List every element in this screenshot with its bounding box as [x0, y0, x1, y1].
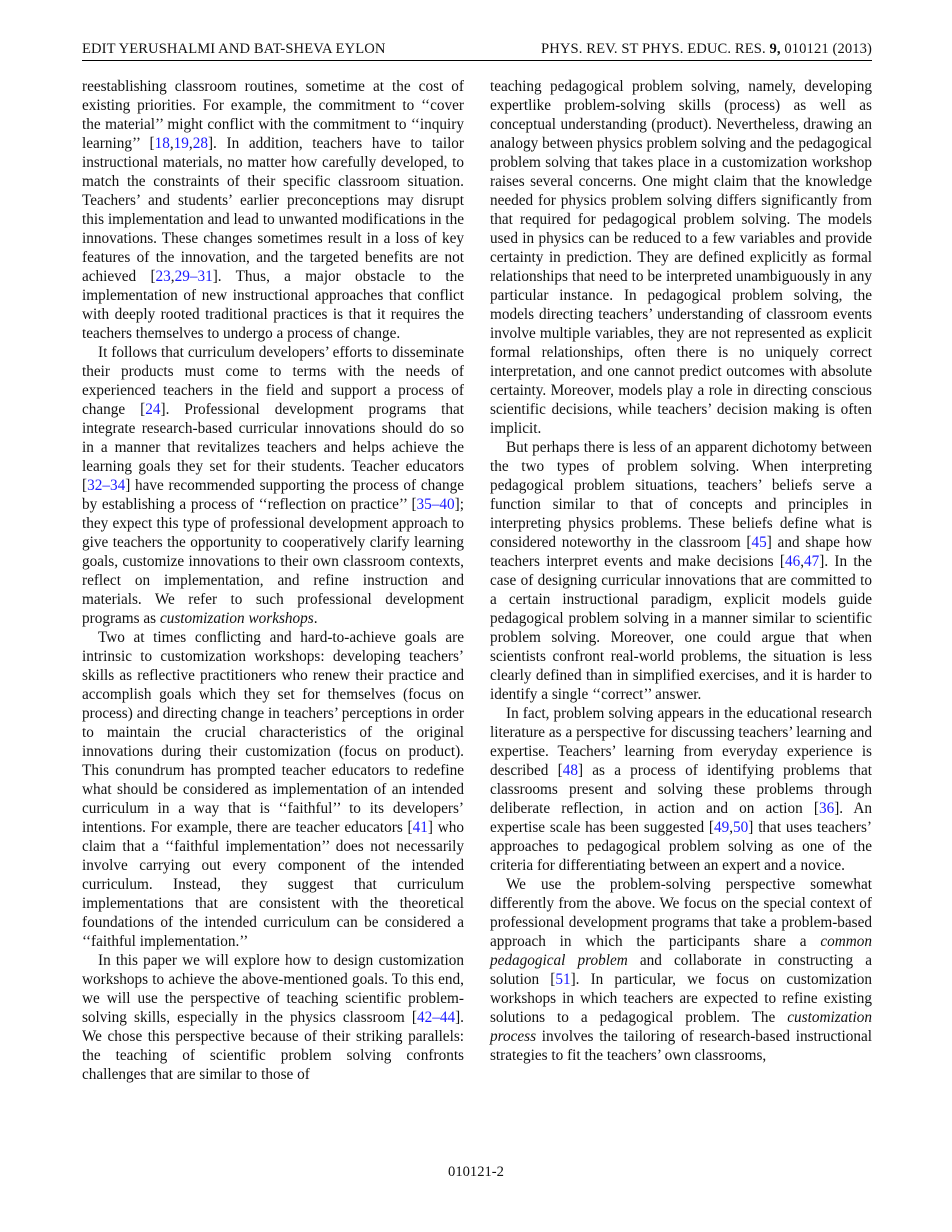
- paragraph: [490, 77, 872, 438]
- text-run: teaching pedagogical problem solving, namely, developing expertlike problem-solving skills (process) as well as conceptual understanding (product). Nevertheless, drawing an analogy between physics problem solving and the pedagogical problem solving that takes place in a customization workshop raises several concerns. One might claim that the knowledge needed for physics problem solving differs significantly from that required for pedagogical problem solving. The models used in physics can be reduced to a few variables and provide certainty in prediction. They are defined explicitly as formal relationships that need to be interpreted unambiguously in any particular instance. In pedagogical problem solving, the models directing teachers’ understanding of classroom events involve multiple variables, they are not represented as explicit formal relationships, often there is no uniquely correct interpretation, and one cannot predict outcomes with absolute certainty. Moreover, models play a role in directing conscious scientific decisions, while teachers’ decision making is often implicit.: [490, 78, 872, 437]
- citation-link[interactable]: 51: [555, 971, 571, 988]
- header-article-info: 010121 (2013): [784, 41, 872, 57]
- citation-link[interactable]: 42–44: [416, 1009, 456, 1026]
- text-run: ]. An expertise scale has been suggested [: [490, 800, 872, 836]
- citation-link[interactable]: 48: [562, 762, 578, 779]
- text-run: We use the problem-solving perspective somewhat differently from the above. We focus on the special context of professional development programs that take a problem-based approach in which the participants share a: [490, 876, 872, 950]
- citation-link[interactable]: 49: [713, 819, 730, 836]
- text-run: In this paper we will explore how to design customization workshops to achieve the above-mentioned goals. To this end, we will use the perspective of teaching scientific problem-solving skills, especially in the physics classroom [: [82, 952, 464, 1026]
- text-run: Two at times conflicting and hard-to-achieve goals are intrinsic to customization workshops: developing teachers’ skills as reflective practitioners who renew their practice and accomplish goals which they set for themselves (focus on process) and directing change in teachers’ perceptions in order to maintain the crucial characteristics of the original innovations during their customization (focus on product). This conundrum has prompted teacher educators to redefine what should be considered as implementation of an intended curriculum in a way that is ‘‘faithful’’ to its developers’ intentions. For example, there are teacher educators [: [82, 629, 464, 836]
- text-run: reestablishing classroom routines, sometime at the cost of existing priorities. For example, the commitment to ‘‘cover the material’’ might conflict with the commitment to ‘‘inquiry learning’’ [: [82, 78, 464, 152]
- citation-link[interactable]: 50: [733, 819, 749, 836]
- paragraph: [82, 951, 464, 1084]
- page-number: 010121-2: [448, 1164, 504, 1180]
- text-run: .: [313, 610, 318, 627]
- citation-link[interactable]: 32–34: [87, 477, 126, 494]
- text-run: ,: [188, 135, 193, 152]
- text-run: ]; they expect this type of professional development approach to give teachers the opportunity to cooperatively clarify learning goals, customize innovations to their own classroom contexts, reflect on implementation, and refine instruction and materials. We refer to such professional development programs as: [82, 496, 464, 627]
- paragraph: [490, 875, 872, 1065]
- text-run: ,: [800, 553, 805, 570]
- text-run: ]. In particular, we focus on customization workshops in which teachers are expected to refine existing solutions to a pedagogical problem. The: [490, 971, 872, 1026]
- running-header: [82, 36, 872, 58]
- text-run: ] have recommended supporting the process of change by establishing a process of ‘‘reflection on practice’’ [: [82, 477, 464, 513]
- text-run: involves the tailoring of research-based instructional strategies to fit the teachers’ own classrooms,: [490, 1028, 872, 1064]
- paragraph: [490, 704, 872, 875]
- left-column: [82, 77, 464, 1084]
- text-run: ,: [170, 268, 175, 285]
- text-run: It follows that curriculum developers’ efforts to disseminate their products must come to terms with the needs of experienced teachers in the field and support a process of change [: [82, 344, 464, 418]
- citation-link[interactable]: 19: [173, 135, 189, 152]
- header-authors: EDIT YERUSHALMI AND BAT-SHEVA EYLON: [82, 41, 386, 57]
- citation-link[interactable]: 36: [818, 800, 835, 817]
- citation-link[interactable]: 28: [192, 135, 208, 152]
- header-journal: [541, 41, 872, 58]
- text-run: ] who claim that a ‘‘faithful implementation’’ does not necessarily involve carrying out every component of the intended curriculum. Instead, they suggest that curriculum implementations that are consistent with the theoretical foundations of the intended curriculum can be considered a ‘‘faithful implementation.’’: [82, 819, 465, 950]
- text-run: ]. We chose this perspective because of their striking parallels: the teaching of scientific problem solving confronts challenges that are similar to those of: [82, 1009, 464, 1083]
- text-run: and collaborate in constructing a solution [: [490, 952, 872, 988]
- paragraph: [490, 438, 872, 704]
- citation-link[interactable]: 41: [412, 819, 428, 836]
- citation-link[interactable]: 46: [784, 553, 801, 570]
- text-run: ] as a process of identifying problems that classrooms present and solving these problems through deliberate reflection, in action and on action [: [490, 762, 872, 817]
- text-run: ]. In addition, teachers have to tailor instructional materials, no matter how carefully developed, to match the constraints of their specific classroom situation. Teachers’ and students’ earlier preconceptions may disrupt this implementation and lead to unwanted modifications in the innovations. These changes sometimes result in a loss of key features of the innovation, and the targeted benefits are not achieved [: [82, 135, 465, 285]
- citation-link[interactable]: 24: [145, 401, 161, 418]
- paragraph: [82, 628, 464, 951]
- emphasis-text: customization process: [490, 1009, 872, 1045]
- text-run: ]. In the case of designing curricular innovations that are committed to a certain instructional paradigm, explicit models guide pedagogical problem solving in a manner similar to scientific problem solving. Moreover, one could argue that when scientists confront real-world problems, the situation is less clearly defined than in simplified exercises, and it is harder to identify a single ‘‘correct’’ answer.: [490, 553, 872, 703]
- paragraph: [82, 343, 464, 628]
- citation-link[interactable]: 35–40: [416, 496, 455, 513]
- paragraph: [82, 77, 464, 343]
- citation-link[interactable]: 29–31: [174, 268, 213, 285]
- text-run: ,: [729, 819, 734, 836]
- citation-link[interactable]: 47: [804, 553, 820, 570]
- citation-link[interactable]: 45: [751, 534, 767, 551]
- text-run: ] that uses teachers’ approaches to pedagogical problem solving as one of the criteria for differentiating between an expert and a novice.: [490, 819, 873, 874]
- header-rule: [82, 60, 872, 61]
- header-volume: 9,: [769, 41, 781, 57]
- text-run: But perhaps there is less of an apparent dichotomy between the two types of problem solving. When interpreting pedagogical problem situations, teachers’ beliefs serve a function similar to that of concepts and principles in interpreting physics problems. These beliefs define what is considered noteworthy in the classroom [: [490, 439, 872, 551]
- text-run: In fact, problem solving appears in the educational research literature as a perspective for discussing teachers’ learning and expertise. Teachers’ learning from everyday experience is described [: [490, 705, 872, 779]
- emphasis-text: common pedagogical problem: [490, 933, 872, 969]
- citation-link[interactable]: 18: [154, 135, 170, 152]
- text-run: ]. Thus, a major obstacle to the implementation of new instructional approaches that conflict with deeply rooted traditional practices is that it requires the teachers themselves to undergo a process of change.: [82, 268, 464, 342]
- emphasis-text: customization workshops: [159, 610, 314, 627]
- header-journal-prefix: PHYS. REV. ST PHYS. EDUC. RES.: [541, 41, 766, 57]
- text-run: ] and shape how teachers interpret events and make decisions [: [490, 534, 872, 570]
- citation-link[interactable]: 23: [155, 268, 171, 285]
- text-run: ]. Professional development programs that integrate research-based curricular innovations should do so in a manner that revitalizes teachers and helps achieve the learning goals they set for their students. Teacher educators [: [82, 401, 464, 494]
- right-column: [490, 77, 872, 1065]
- text-run: ,: [169, 135, 174, 152]
